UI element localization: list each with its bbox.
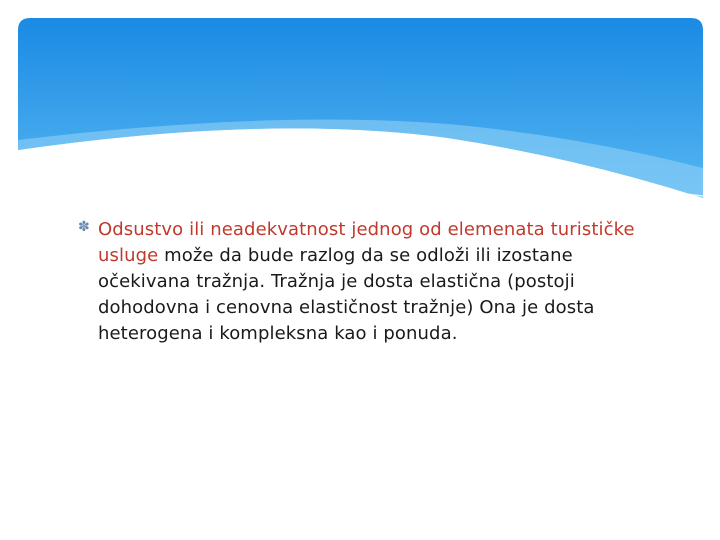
header-wave-band bbox=[18, 18, 703, 198]
wave-graphic bbox=[18, 18, 703, 198]
highlight-text: Odsustvo ili neadekvatnost jednog od elemenata turističke usluge bbox=[98, 219, 635, 266]
bullet-paragraph bbox=[98, 217, 648, 347]
content-area bbox=[78, 217, 648, 347]
asterisk-bullet-icon: ✽ bbox=[78, 219, 90, 235]
bullet-item bbox=[78, 217, 648, 347]
body-text: može da bude razlog da se odloži ili izostane očekivana tražnja. Tražnja je dosta elastična (postoji dohodovna i cenovna elastičnost tražnje) Ona je dosta heterogena i kompleksna kao i ponuda. bbox=[98, 245, 595, 344]
